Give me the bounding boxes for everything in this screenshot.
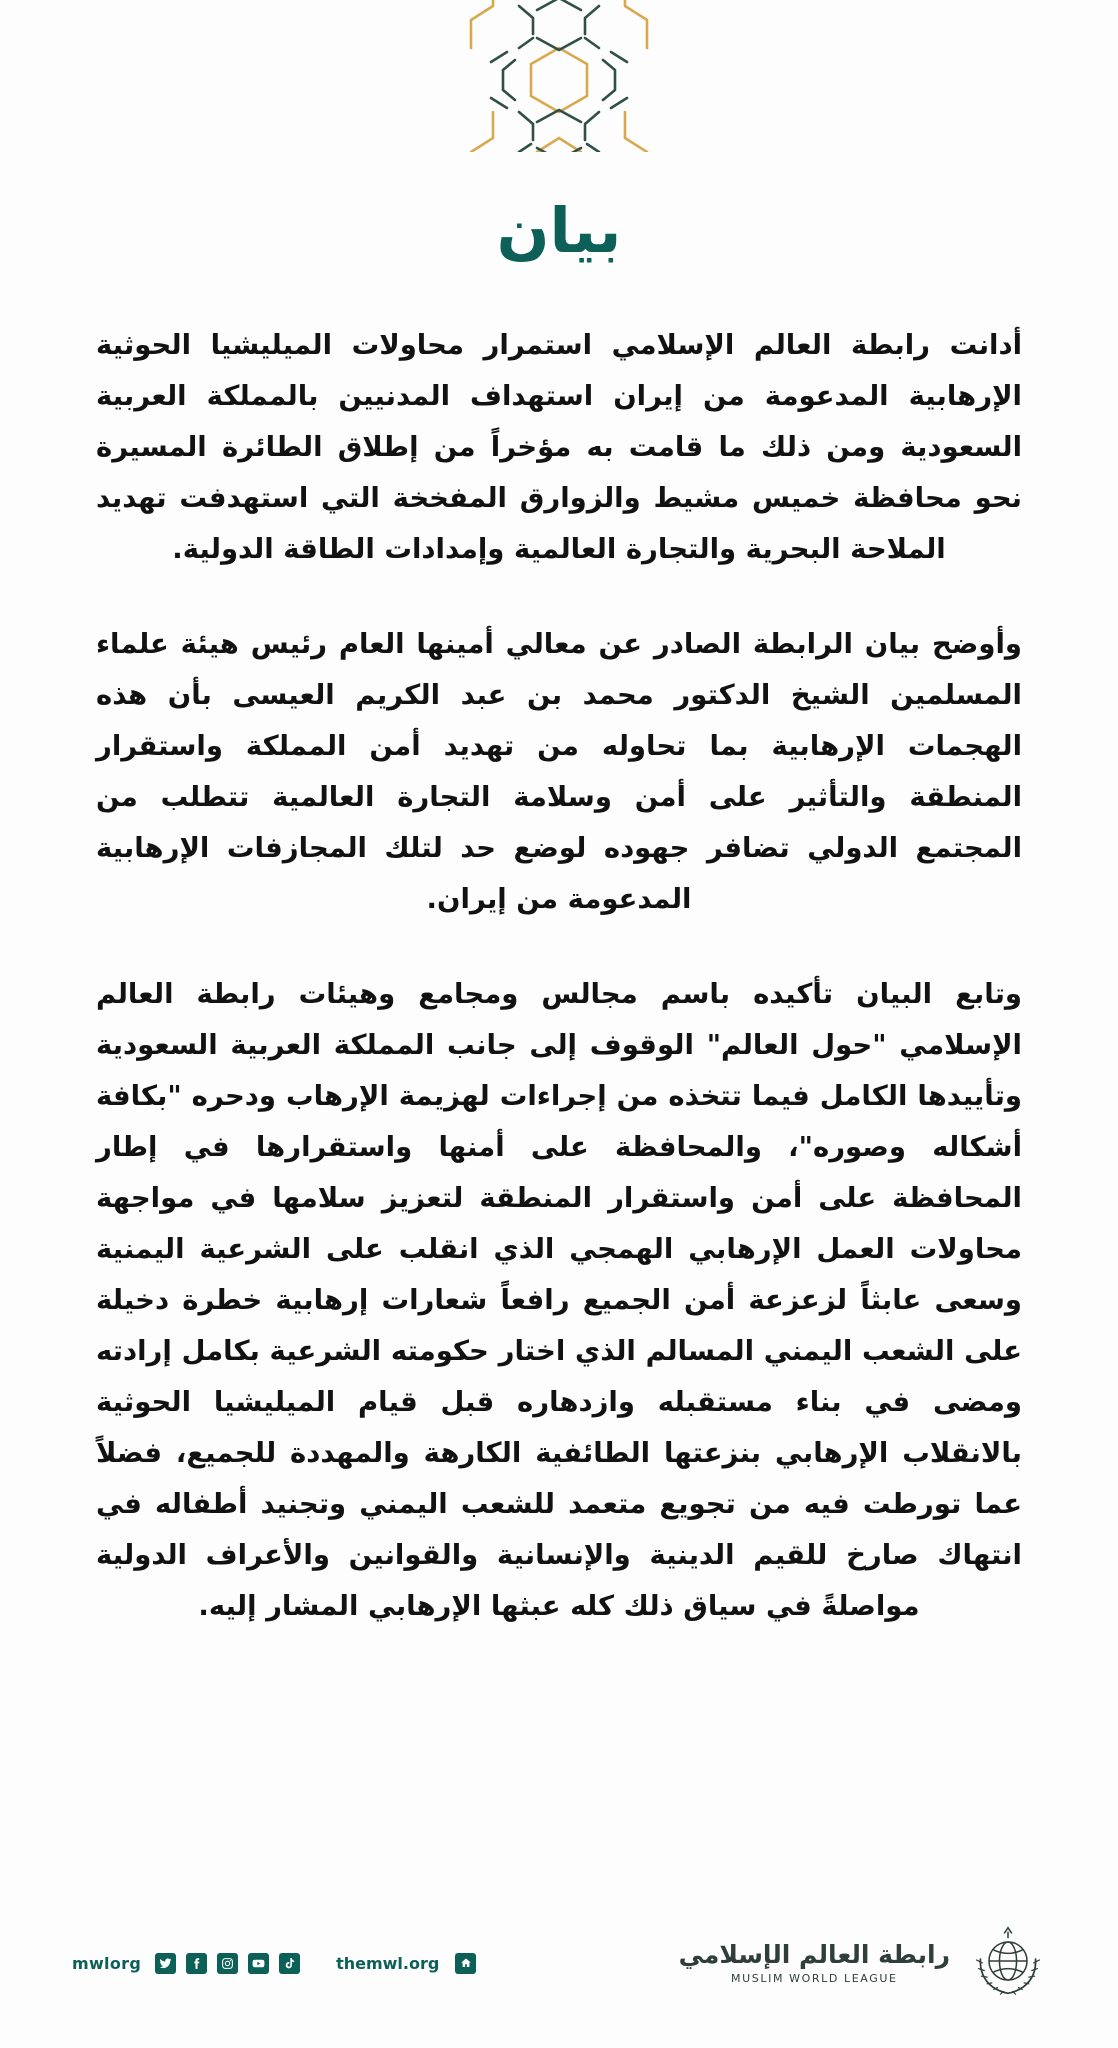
islamic-geometric-pattern-icon [459, 0, 659, 152]
tiktok-icon[interactable] [279, 1953, 300, 1974]
brand-logo-text [679, 1942, 950, 1984]
statement-body [96, 320, 1022, 1632]
youtube-glyph [252, 1957, 265, 1970]
paragraph-1: أدانت رابطة العالم الإسلامي استمرار محاولات الميليشيا الحوثية الإرهابية المدعومة من إيران استهداف المدنيين بالمملكة العربية السعودية ومن ذلك ما قامت به مؤخراً من إطلاق الطائرة المسيرة نحو محافظة خميس مشيط والزوارق المفخخة التي استهدفت تهديد الملاحة البحرية والتجارة العالمية وإمدادات الطاقة الدولية. [96, 329, 1022, 565]
page-title-wrap [0, 194, 1118, 267]
twitter-glyph [159, 1957, 172, 1970]
tiktok-glyph [283, 1957, 296, 1970]
ornament-header [0, 0, 1118, 152]
globe-wreath-emblem-icon [970, 1923, 1046, 2003]
brand-name-english: MUSLIM WORLD LEAGUE [731, 1972, 898, 1985]
facebook-glyph [190, 1957, 203, 1970]
instagram-glyph [221, 1957, 234, 1970]
twitter-icon[interactable] [155, 1953, 176, 1974]
footer [0, 1878, 1118, 2048]
facebook-icon[interactable] [186, 1953, 207, 1974]
footer-social-group [72, 1953, 476, 1974]
brand-logo [679, 1923, 1046, 2003]
instagram-icon[interactable] [217, 1953, 238, 1974]
website-url[interactable]: themwl.org [336, 1953, 440, 1973]
page-title: بيان [496, 194, 622, 267]
paragraph-3: وتابع البيان تأكيده باسم مجالس ومجامع وهيئات رابطة العالم الإسلامي "حول العالم" الوقوف إلى جانب المملكة العربية السعودية وتأييدها الكامل فيما تتخذه من إجراءات لهزيمة الإرهاب ودحره "بكافة أشكاله وصوره"، والمحافظة على أمنها واستقرارها في إطار المحافظة على أمن واستقرار المنطقة لتعزيز سلامها في مواجهة محاولات العمل الإرهابي الهمجي الذي انقلب على الشرعية اليمنية وسعى عابثاً لزعزعة أمن الجميع رافعاً شعارات إرهابية خطرة دخيلة على الشعب اليمني المسالم الذي اختار حكومته الشرعية بكامل إرادته ومضى في بناء مستقبله وازدهاره قبل قيام الميليشيا الحوثية بالانقلاب الإرهابي بنزعتها الطائفية الكارهة والمهددة للجميع، فضلاً عما تورطت فيه من تجويع متعمد للشعب اليمني وتجنيد أطفاله في انتهاك صارخ للقيم الدينية والإنسانية والقوانين والأعراف الدولية مواصلةً في سياق ذلك كله عبثها الإرهابي المشار إليه. [96, 978, 1022, 1622]
paragraph-2: وأوضح بيان الرابطة الصادر عن معالي أمينها العام رئيس هيئة علماء المسلمين الشيخ الدكتور محمد بن عبد الكريم العيسى بأن هذه الهجمات الإرهابية بما تحاوله من تهديد أمن المملكة واستقرار المنطقة والتأثير على أمن وسلامة التجارة العالمية تتطلب من المجتمع الدولي تضافر جهوده لوضع حد لتلك المجازفات الإرهابية المدعومة من إيران. [96, 628, 1022, 915]
youtube-icon[interactable] [248, 1953, 269, 1974]
social-handle: mwlorg [72, 1953, 142, 1973]
brand-name-arabic: رابطة العالم الإسلامي [678, 1940, 950, 1969]
home-glyph [460, 1957, 472, 1969]
emblem-glyph [970, 1923, 1046, 1999]
home-icon[interactable] [455, 1953, 476, 1974]
